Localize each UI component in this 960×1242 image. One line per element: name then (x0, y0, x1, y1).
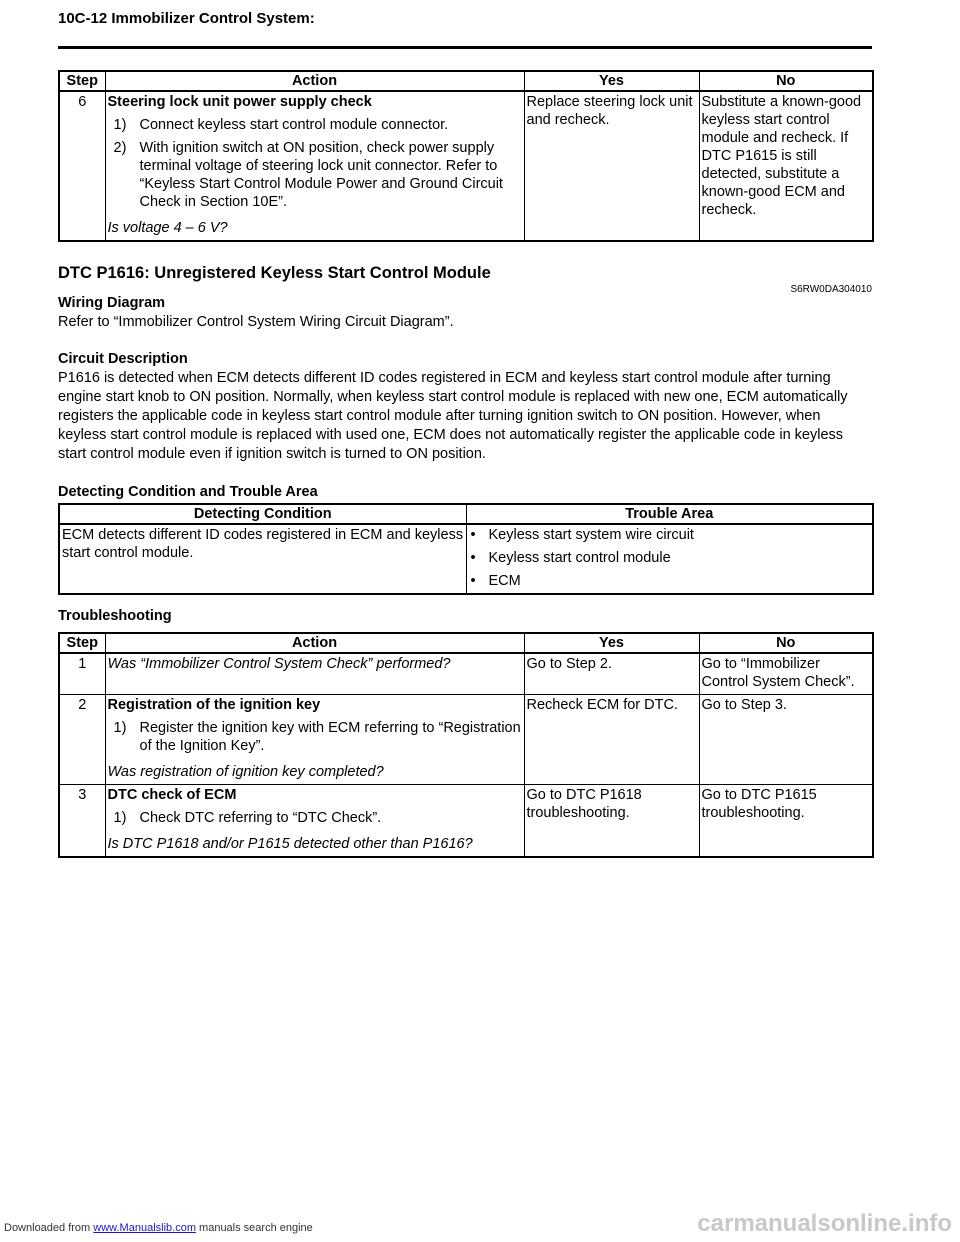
page-header (58, 8, 872, 49)
wiring-diagram-block (58, 294, 872, 332)
wiring-heading: Wiring Diagram (58, 295, 166, 311)
action-title: DTC check of ECM (107, 787, 237, 803)
action-cell (105, 91, 524, 241)
col-yes: Yes (524, 633, 699, 653)
download-footer: Downloaded from www.Manualslib.com manuals search engine (4, 1222, 313, 1234)
page-title: 10C-12 Immobilizer Control System: (58, 10, 315, 27)
step-number: 1 (59, 653, 105, 695)
detecting-table (58, 503, 874, 595)
list-item: • Keyless start control module (470, 550, 671, 566)
no-cell: Go to DTC P1615 troubleshooting. (699, 785, 873, 858)
yes-cell: Go to DTC P1618 troubleshooting. (524, 785, 699, 858)
table-header-row (59, 71, 873, 91)
troubleshooting-table (58, 632, 874, 858)
section-code: S6RW0DA304010 (790, 284, 872, 295)
circuit-heading: Circuit Description (58, 351, 188, 367)
circuit-description-block (58, 350, 872, 464)
col-trouble-area: Trouble Area (466, 504, 873, 524)
section-title: DTC P1616: Unregistered Keyless Start Control Module (58, 264, 491, 282)
col-detecting-condition: Detecting Condition (59, 504, 466, 524)
no-cell: Substitute a known-good keyless start control module and recheck. If DTC P1615 is still detected, substitute a known-good ECM and recheck. (699, 91, 873, 241)
yes-cell: Recheck ECM for DTC. (524, 695, 699, 785)
col-no: No (699, 71, 873, 91)
action-question: Was “Immobilizer Control System Check” performed? (105, 653, 524, 695)
yes-cell: Replace steering lock unit and recheck. (524, 91, 699, 241)
action-cell (105, 695, 524, 785)
yes-cell: Go to Step 2. (524, 653, 699, 695)
troubleshooting-heading: Troubleshooting (58, 608, 172, 624)
substep: 1) Register the ignition key with ECM referring to “Registration of the Ignition Key”. (113, 720, 521, 754)
table-header-row (59, 633, 873, 653)
action-question: Is voltage 4 – 6 V? (107, 220, 228, 236)
step-number: 3 (59, 785, 105, 858)
list-item: • Keyless start system wire circuit (470, 527, 694, 543)
table-row (59, 91, 873, 241)
substep: 2) With ignition switch at ON position, check power supply terminal voltage of steering lock unit connector. Refer to “Keyless Start Control Module Power and Ground Circuit Check in Section 10E”. (113, 140, 503, 210)
step-number: 6 (59, 91, 105, 241)
col-action: Action (105, 633, 524, 653)
action-question: Is DTC P1618 and/or P1615 detected other than P1616? (107, 836, 473, 852)
col-action: Action (105, 71, 524, 91)
wiring-text: Refer to “Immobilizer Control System Wiring Circuit Diagram”. (58, 314, 454, 330)
action-question: Was registration of ignition key completed? (107, 764, 384, 780)
col-no: No (699, 633, 873, 653)
col-step: Step (59, 71, 105, 91)
condition-cell: ECM detects different ID codes registered in ECM and keyless start control module. (59, 524, 466, 594)
no-cell: Go to Step 3. (699, 695, 873, 785)
detecting-heading: Detecting Condition and Trouble Area (58, 484, 318, 500)
col-yes: Yes (524, 71, 699, 91)
circuit-text: P1616 is detected when ECM detects different ID codes registered in ECM and keyless start control module after turning engine start knob to ON position. Normally, when keyless start control module is replaced with new one, ECM automatically registers the applicable code in keyless start control module after turning ignition switch to ON position. However, when keyless start control module is replaced with used one, ECM does not automatically register the applicable code in keyless start control module even if ignition switch is turned to ON position. (58, 370, 848, 462)
substep: 1) Connect keyless start control module connector. (113, 117, 449, 133)
action-title: Registration of the ignition key (107, 697, 321, 713)
area-cell (466, 524, 873, 594)
substep: 1) Check DTC referring to “DTC Check”. (113, 810, 382, 826)
step-number: 2 (59, 695, 105, 785)
watermark: carmanualsonline.info (697, 1210, 952, 1237)
action-cell (105, 785, 524, 858)
col-step: Step (59, 633, 105, 653)
step6-table (58, 70, 874, 242)
table-row (59, 695, 873, 785)
action-title: Steering lock unit power supply check (107, 94, 372, 110)
table-header-row (59, 504, 873, 524)
list-item: • ECM (470, 573, 521, 589)
table-row (59, 524, 873, 594)
no-cell: Go to “Immobilizer Control System Check”. (699, 653, 873, 695)
manualslib-link[interactable]: www.Manualslib.com (93, 1222, 196, 1234)
table-row (59, 653, 873, 695)
table-row (59, 785, 873, 858)
